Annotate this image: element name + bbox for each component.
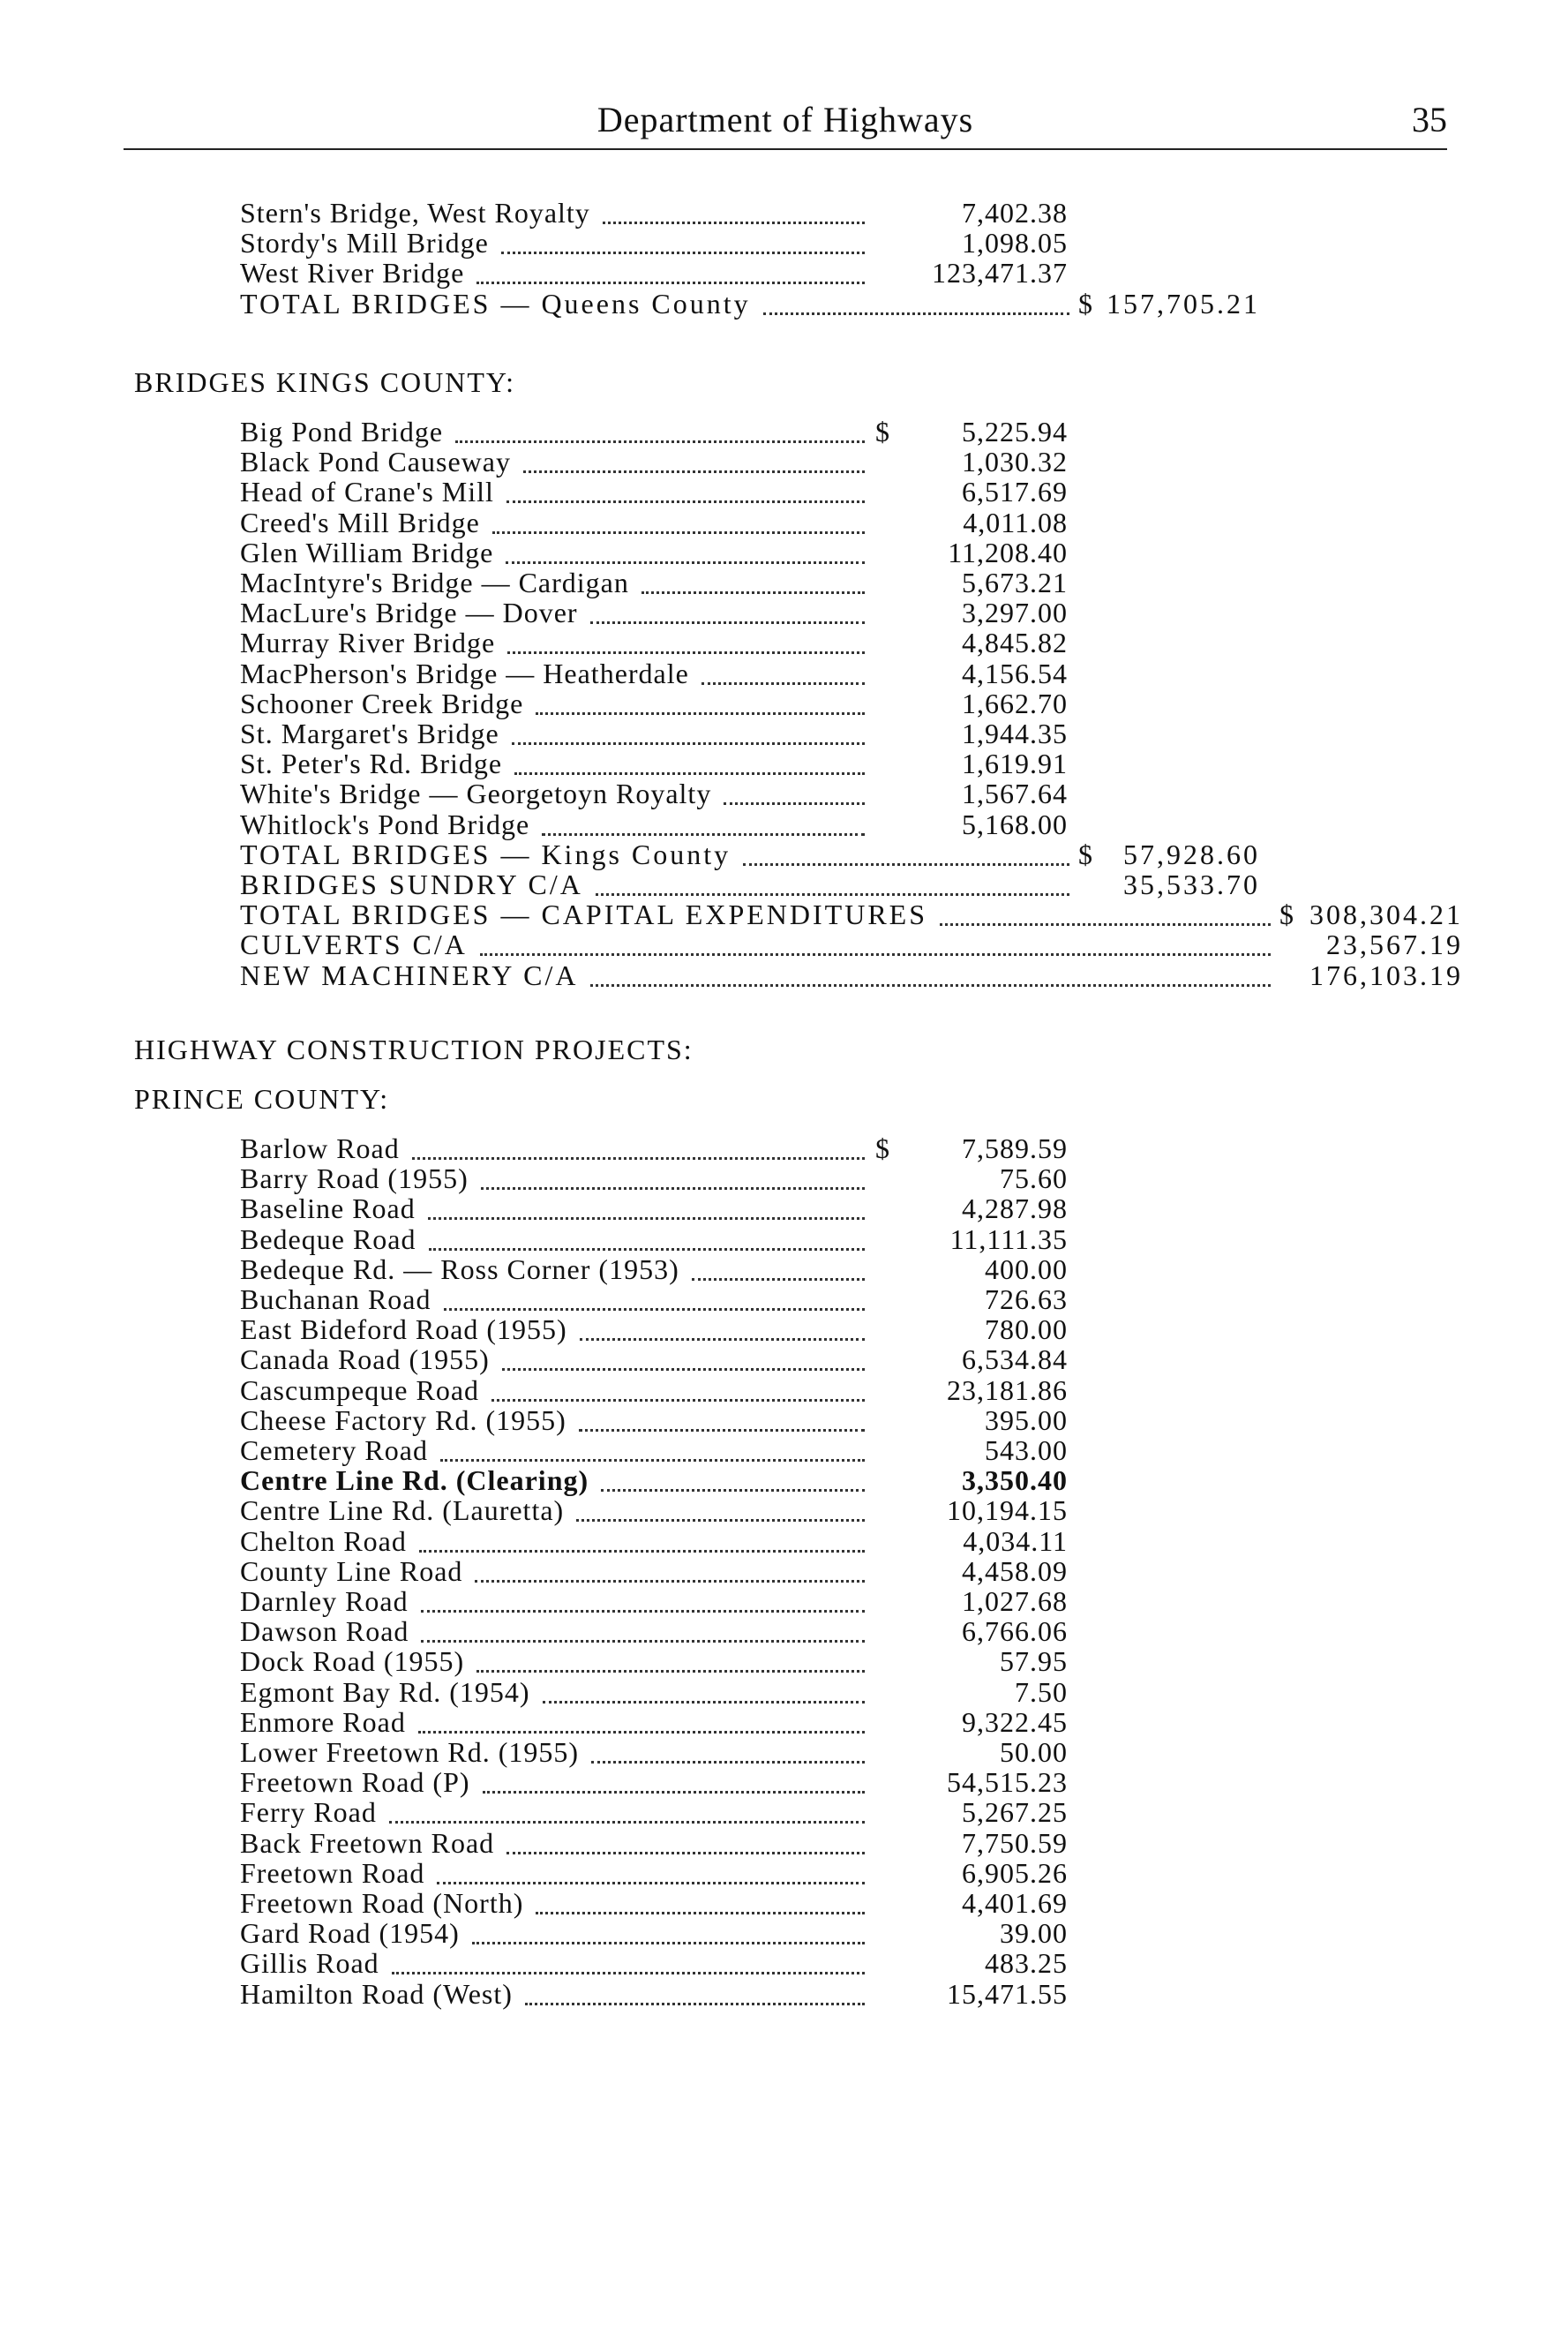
dot-leader (523, 440, 865, 473)
row-amount: 57.95 (1000, 1645, 1068, 1678)
dot-leader (525, 1973, 865, 2005)
dot-leader (940, 893, 1271, 926)
row-amount: 57,928.60 (1123, 838, 1260, 870)
row-amount: 10,194.15 (947, 1494, 1068, 1527)
row-amount: 6,517.69 (962, 476, 1068, 508)
row-label: White's Bridge — Georgetoyn Royalty (240, 778, 712, 810)
row-amount: 6,766.06 (962, 1615, 1068, 1648)
row-label: TOTAL BRIDGES — CAPITAL EXPENDITURES (240, 899, 928, 931)
row-label: Darnley Road (240, 1585, 409, 1617)
row-amount: 7,589.59 (962, 1132, 1068, 1164)
dot-leader (455, 410, 865, 443)
row-amount: 54,515.23 (947, 1766, 1068, 1799)
page-header (124, 99, 1447, 150)
row-amount: 6,905.26 (962, 1856, 1068, 1889)
dollar-sign: $ (1279, 899, 1296, 931)
section-heading: PRINCE COUNTY: (134, 1083, 390, 1115)
row-label: Cheese Factory Rd. (1955) (240, 1403, 566, 1436)
dot-leader (412, 1127, 865, 1160)
dot-leader (481, 1157, 865, 1190)
row-amount: 483.25 (985, 1947, 1068, 1980)
dot-leader (507, 621, 865, 654)
dollar-sign: $ (875, 416, 890, 447)
row-label: Enmore Road (240, 1705, 406, 1738)
row-amount: 9,322.45 (962, 1705, 1068, 1738)
dot-leader (483, 1761, 865, 1794)
row-amount: 4,845.82 (962, 627, 1068, 659)
ledger-row (240, 748, 1068, 778)
row-amount: 395.00 (985, 1403, 1068, 1436)
row-label: St. Margaret's Bridge (240, 718, 499, 749)
row-label: MacIntyre's Bridge — Cardigan (240, 567, 629, 598)
dot-leader (506, 531, 865, 564)
row-label: Cascumpeque Road (240, 1373, 480, 1406)
row-label: Hamilton Road (West) (240, 1977, 513, 2010)
dot-leader (514, 742, 865, 775)
dot-leader (536, 682, 865, 715)
ledger-row (240, 628, 1068, 658)
row-label: Bedeque Road (240, 1222, 416, 1255)
dot-leader (475, 1550, 865, 1583)
row-label: Big Pond Bridge (240, 416, 444, 447)
dollar-sign: $ (875, 1132, 890, 1164)
row-label: Lower Freetown Rd. (1955) (240, 1736, 580, 1768)
dot-leader (641, 561, 865, 594)
ledger-row (240, 1979, 1068, 2009)
row-amount: 1,030.32 (962, 446, 1068, 478)
row-amount: 75.60 (1000, 1162, 1068, 1195)
row-label: Dawson Road (240, 1615, 409, 1648)
row-label: Bedeque Rd. — Ross Corner (1953) (240, 1252, 679, 1285)
row-label: Stordy's Mill Bridge (240, 227, 489, 259)
dot-leader (429, 1218, 865, 1251)
row-amount: 11,111.35 (949, 1222, 1068, 1255)
row-amount: 23,567.19 (1326, 929, 1463, 961)
row-label: CULVERTS C/A (240, 929, 468, 961)
dot-leader (692, 1248, 865, 1281)
row-label: Centre Line Rd. (Lauretta) (240, 1494, 565, 1527)
row-label: Back Freetown Road (240, 1826, 495, 1859)
row-label: Gard Road (1954) (240, 1917, 460, 1950)
row-amount: 4,287.98 (962, 1192, 1068, 1225)
row-amount: 4,156.54 (962, 657, 1068, 689)
row-amount: 157,705.21 (1107, 287, 1260, 320)
row-amount: 4,034.11 (963, 1524, 1068, 1557)
dot-leader (421, 1580, 865, 1613)
dot-leader (542, 803, 865, 836)
dot-leader (444, 1278, 865, 1311)
dot-leader (536, 1882, 865, 1914)
row-amount: 1,662.70 (962, 687, 1068, 719)
dot-leader (603, 192, 865, 224)
ledger-row (240, 289, 1260, 319)
dollar-sign: $ (1078, 287, 1095, 320)
row-amount: 7.50 (1015, 1675, 1068, 1708)
row-amount: 1,944.35 (962, 718, 1068, 749)
dot-leader (724, 772, 865, 805)
row-label: Stern's Bridge, West Royalty (240, 197, 590, 229)
row-amount: 7,750.59 (962, 1826, 1068, 1859)
row-amount: 11,208.40 (948, 536, 1068, 568)
dot-leader (506, 1822, 865, 1854)
row-label: Murray River Bridge (240, 627, 496, 659)
row-amount: 23,181.86 (947, 1373, 1068, 1406)
row-label: Freetown Road (240, 1856, 425, 1889)
row-label: Creed's Mill Bridge (240, 506, 480, 538)
dot-leader (392, 1942, 865, 1974)
dot-leader (543, 1671, 865, 1703)
dot-leader (419, 1520, 865, 1553)
row-label: Chelton Road (240, 1524, 407, 1557)
dot-leader (596, 863, 1069, 896)
row-label: Head of Crane's Mill (240, 476, 494, 508)
row-label: Centre Line Rd. (Clearing) (240, 1464, 589, 1497)
row-label: Canada Road (1955) (240, 1343, 490, 1376)
row-amount: 1,567.64 (962, 778, 1068, 810)
dot-leader (580, 1308, 865, 1341)
dot-leader (472, 1912, 865, 1944)
row-label: Barlow Road (240, 1132, 400, 1164)
row-amount: 39.00 (1000, 1917, 1068, 1950)
row-amount: 3,350.40 (962, 1464, 1068, 1497)
dot-leader (743, 833, 1069, 866)
row-label: Buchanan Road (240, 1283, 431, 1315)
dot-leader (763, 282, 1069, 315)
row-amount: 7,402.38 (962, 197, 1068, 229)
dot-leader (389, 1791, 865, 1824)
dot-leader (590, 954, 1271, 987)
row-amount: 3,297.00 (962, 597, 1068, 629)
row-label: Freetown Road (North) (240, 1887, 524, 1919)
row-label: East Bideford Road (1955) (240, 1313, 567, 1346)
row-amount: 5,267.25 (962, 1796, 1068, 1829)
row-label: Black Pond Causeway (240, 446, 511, 478)
ledger-row (240, 960, 1463, 990)
row-label: Egmont Bay Rd. (1954) (240, 1675, 530, 1708)
row-label: BRIDGES SUNDRY C/A (240, 869, 583, 900)
dot-leader (590, 591, 865, 624)
row-label: Barry Road (1955) (240, 1162, 469, 1195)
dot-leader (428, 1187, 865, 1220)
row-amount: 1,027.68 (962, 1585, 1068, 1617)
row-label: County Line Road (240, 1554, 463, 1587)
dot-leader (476, 1640, 865, 1673)
row-label: Glen William Bridge (240, 536, 494, 568)
dot-leader (440, 1429, 865, 1462)
ledger-row (240, 1224, 1068, 1254)
row-amount: 6,534.84 (962, 1343, 1068, 1376)
row-amount: 123,471.37 (932, 257, 1068, 290)
dot-leader (601, 1459, 865, 1492)
row-label: Baseline Road (240, 1192, 416, 1225)
row-amount: 35,533.70 (1123, 869, 1260, 900)
dot-leader (501, 222, 865, 254)
dot-leader (476, 252, 865, 284)
dot-leader (480, 923, 1271, 956)
row-amount: 5,225.94 (962, 416, 1068, 447)
row-amount: 400.00 (985, 1252, 1068, 1285)
row-amount: 5,168.00 (962, 808, 1068, 840)
row-label: Ferry Road (240, 1796, 377, 1829)
dot-leader (506, 470, 865, 503)
row-amount: 15,471.55 (947, 1977, 1068, 2010)
section-heading: HIGHWAY CONSTRUCTION PROJECTS: (134, 1034, 694, 1065)
row-amount: 176,103.19 (1309, 959, 1463, 991)
dot-leader (437, 1852, 865, 1884)
dot-leader (576, 1489, 865, 1522)
row-amount: 4,458.09 (962, 1554, 1068, 1587)
dollar-sign: $ (1078, 838, 1095, 870)
dot-leader (502, 1338, 865, 1371)
row-label: Cemetery Road (240, 1434, 428, 1466)
row-label: Gillis Road (240, 1947, 379, 1980)
row-label: TOTAL BRIDGES — Queens County (240, 287, 751, 320)
page-number: 35 (1412, 100, 1447, 139)
row-amount: 1,619.91 (962, 748, 1068, 780)
dot-leader (591, 1731, 865, 1764)
row-label: TOTAL BRIDGES — Kings County (240, 838, 731, 870)
dot-leader (491, 1369, 865, 1402)
dot-leader (418, 1701, 865, 1734)
row-label: NEW MACHINERY C/A (240, 959, 579, 991)
row-label: West River Bridge (240, 257, 465, 290)
row-amount: 4,011.08 (963, 506, 1068, 538)
dot-leader (492, 501, 865, 534)
row-amount: 780.00 (985, 1313, 1068, 1346)
section-heading: BRIDGES KINGS COUNTY: (134, 366, 515, 398)
row-amount: 50.00 (1000, 1736, 1068, 1768)
row-amount: 543.00 (985, 1434, 1068, 1466)
row-label: Whitlock's Pond Bridge (240, 808, 530, 840)
dot-leader (421, 1610, 865, 1643)
row-label: St. Peter's Rd. Bridge (240, 748, 503, 780)
row-amount: 308,304.21 (1309, 899, 1463, 931)
row-label: Schooner Creek Bridge (240, 687, 524, 719)
row-label: MacPherson's Bridge — Heatherdale (240, 657, 689, 689)
dot-leader (512, 712, 865, 745)
dot-leader (701, 652, 865, 685)
row-amount: 5,673.21 (962, 567, 1068, 598)
row-amount: 726.63 (985, 1283, 1068, 1315)
row-amount: 1,098.05 (962, 227, 1068, 259)
row-amount: 4,401.69 (962, 1887, 1068, 1919)
dot-leader (579, 1399, 865, 1432)
row-label: MacLure's Bridge — Dover (240, 597, 578, 629)
page-title: Department of Highways (596, 100, 974, 139)
row-label: Dock Road (1955) (240, 1645, 465, 1678)
row-label: Freetown Road (P) (240, 1766, 470, 1799)
